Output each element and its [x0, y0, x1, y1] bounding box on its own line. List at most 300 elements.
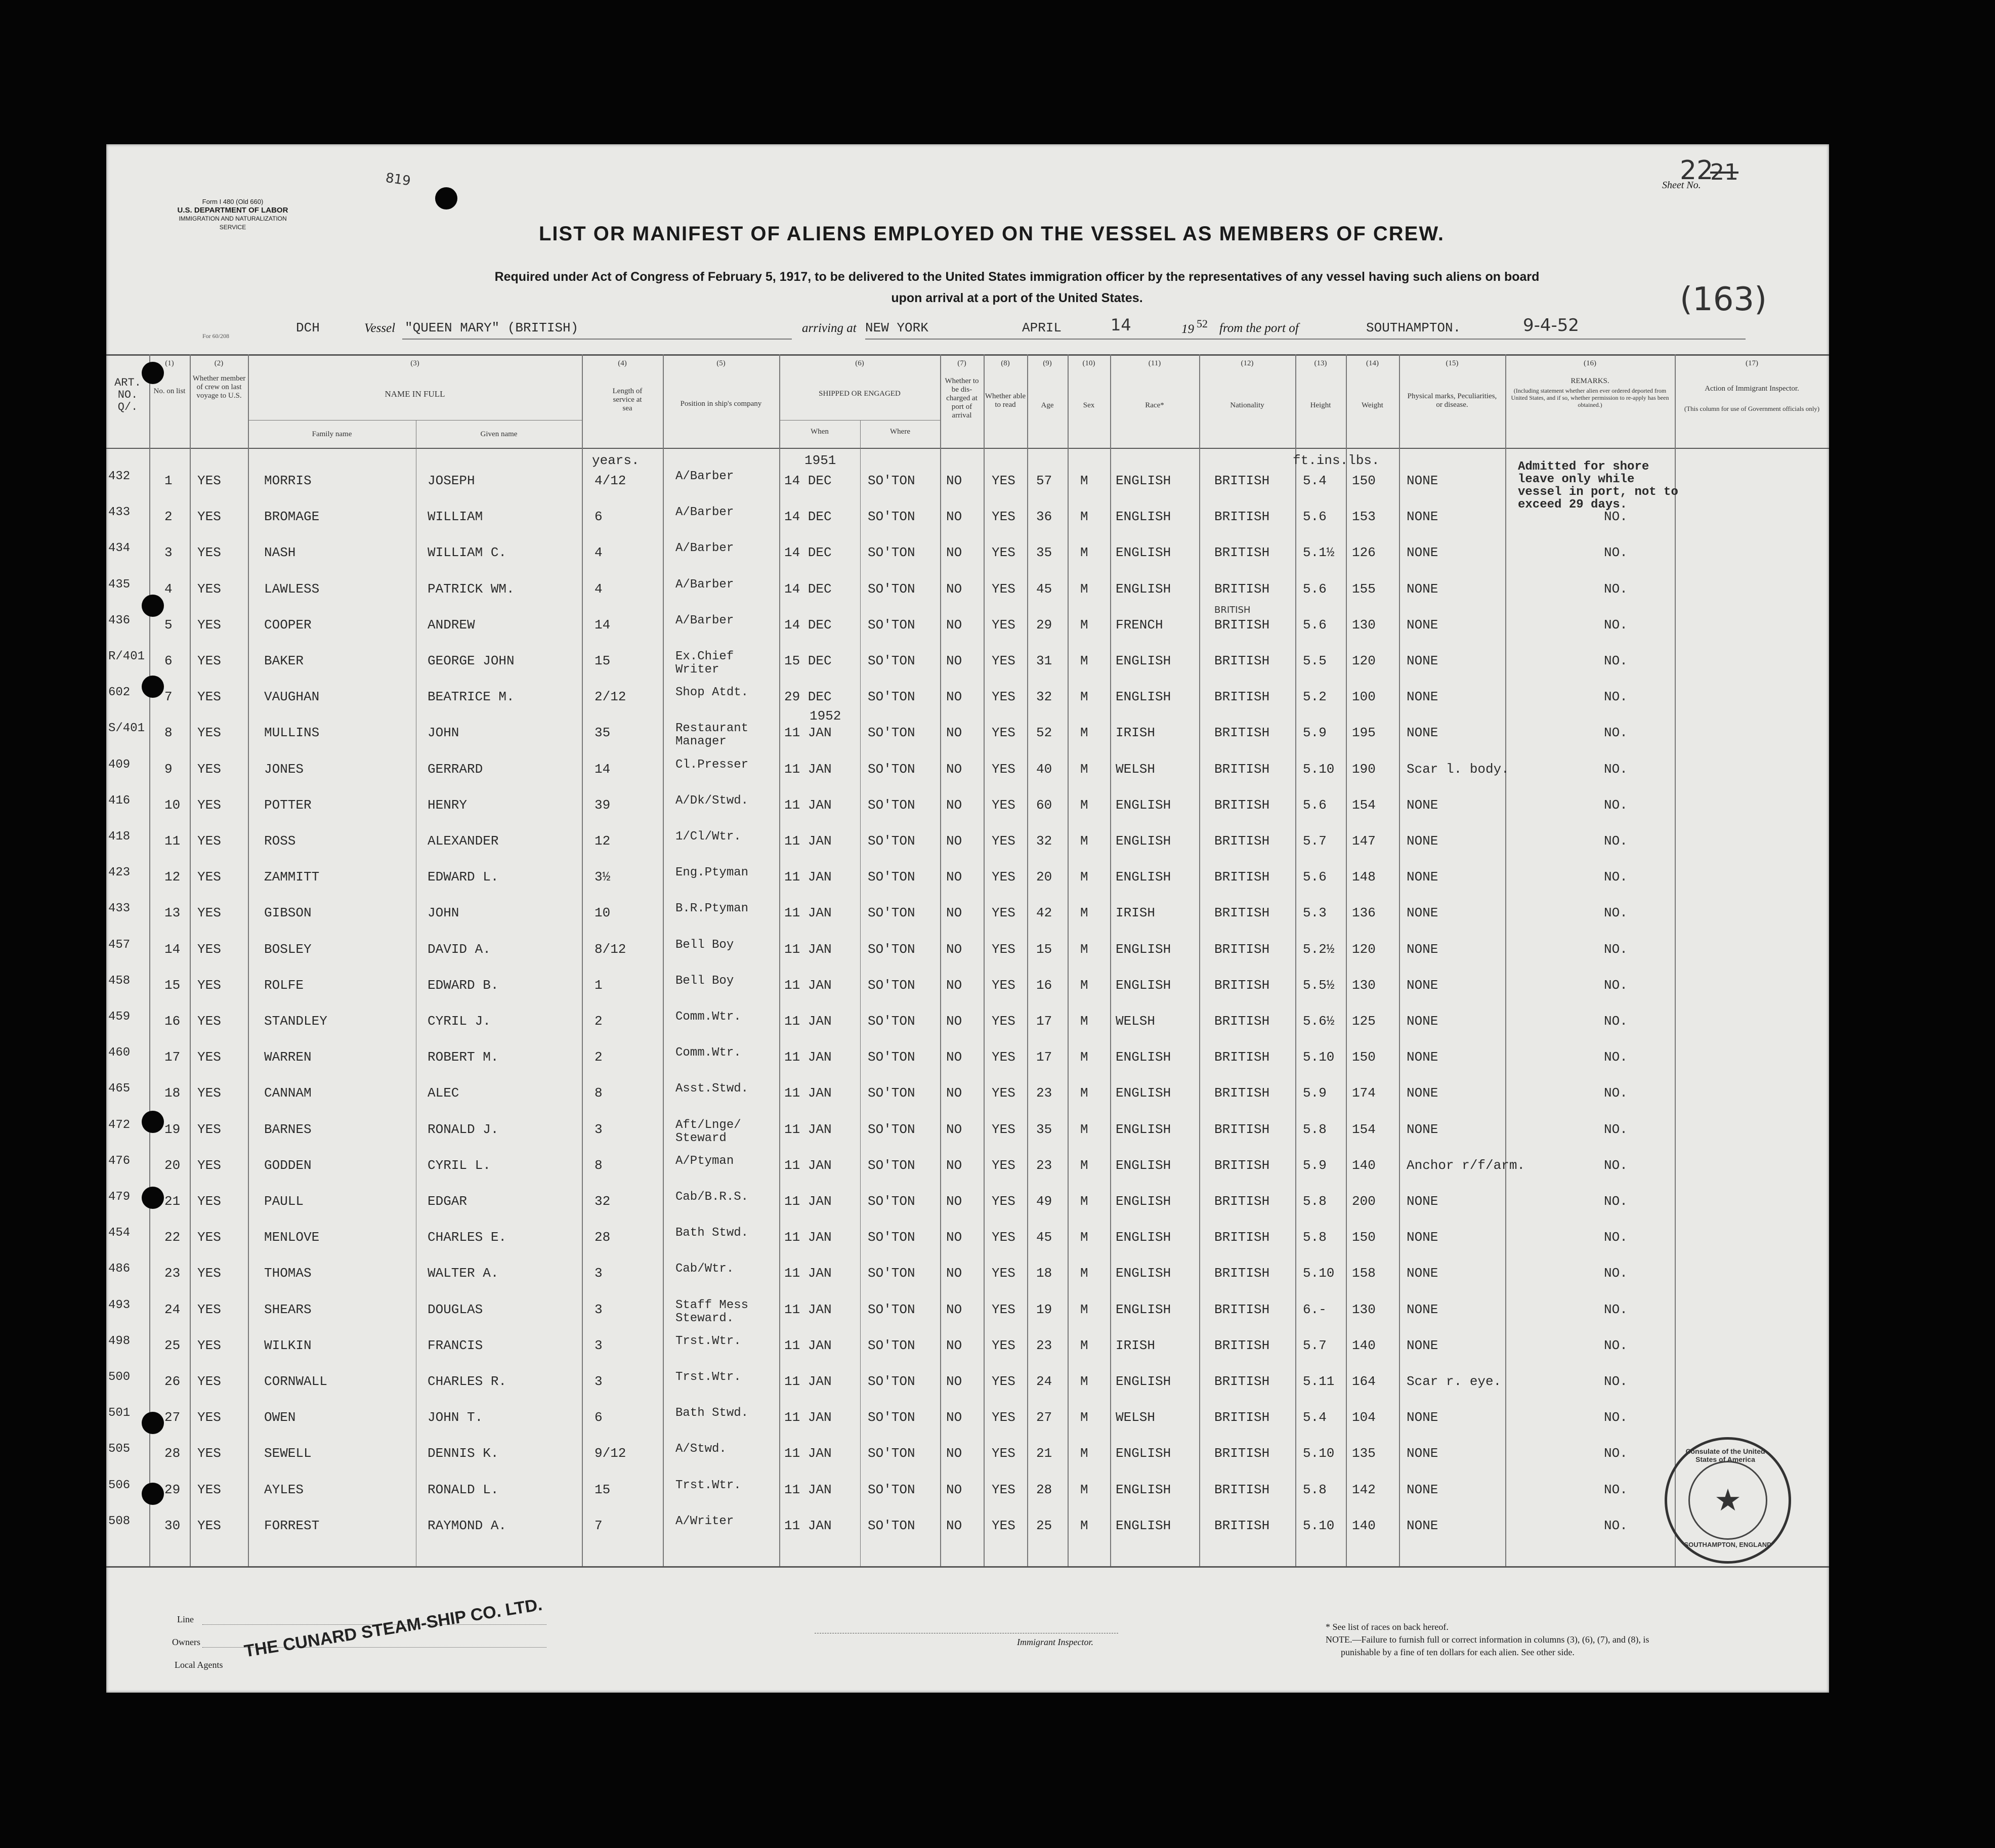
crew-height: 5.7 — [1303, 833, 1327, 849]
crew-sex: M — [1080, 581, 1088, 597]
subtitle-line-2: upon arrival at a port of the United States. — [891, 291, 1143, 305]
crew-row — [106, 902, 1829, 941]
col-3-header: NAME IN FULL — [385, 389, 445, 399]
crew-given: GERRARD — [428, 761, 483, 777]
crew-prev: YES — [197, 977, 221, 993]
crew-art: R/401 — [108, 650, 145, 663]
crew-where: SO'TON — [868, 905, 915, 921]
crew-no: 25 — [164, 1337, 181, 1353]
note-line-2: punishable by a fine of ten dollars for each alien. See other side. — [1341, 1647, 1575, 1657]
punch-hole — [142, 1483, 164, 1505]
crew-row — [106, 506, 1829, 544]
crew-art: 472 — [108, 1118, 131, 1132]
crew-no: 29 — [164, 1482, 181, 1497]
crew-sex: M — [1080, 761, 1088, 777]
crew-family: STANDLEY — [264, 1014, 327, 1029]
crew-disch: NO — [946, 1266, 962, 1281]
crew-prev: YES — [197, 1085, 221, 1101]
crew-row — [106, 1046, 1829, 1085]
crew-age: 17 — [1036, 1049, 1052, 1065]
crew-disch: NO — [946, 1482, 962, 1497]
crew-family: BROMAGE — [264, 509, 320, 525]
crew-sex: M — [1080, 833, 1088, 849]
crew-sex: M — [1080, 1374, 1088, 1389]
crew-race: ENGLISH — [1116, 473, 1171, 488]
crew-service: 4/12 — [595, 473, 626, 488]
crew-marks: NONE — [1407, 833, 1438, 849]
crew-read: YES — [992, 617, 1015, 633]
crew-height: 5.10 — [1303, 1049, 1335, 1065]
crew-row — [106, 686, 1829, 725]
crew-remarks: NO. — [1604, 869, 1628, 885]
crew-sex: M — [1080, 1410, 1088, 1425]
crew-service: 3 — [595, 1374, 603, 1389]
crew-read: YES — [992, 1337, 1015, 1353]
crew-given: DOUGLAS — [428, 1301, 483, 1317]
crew-art: 501 — [108, 1406, 131, 1420]
col-4-number: (4) — [618, 359, 627, 367]
crew-given: GEORGE JOHN — [428, 653, 515, 668]
shore-leave-stamp: Admitted for shore leave only while vessel in port, not to exceed 29 days. — [1518, 460, 1678, 512]
from-port: SOUTHAMPTON. — [1366, 320, 1461, 335]
crew-prev: YES — [197, 1301, 221, 1317]
form-header — [172, 197, 293, 232]
crew-height: 5.1½ — [1303, 545, 1335, 561]
crew-where: SO'TON — [868, 1230, 915, 1245]
crew-remarks: NO. — [1604, 1518, 1628, 1533]
crew-height: 5.9 — [1303, 1085, 1327, 1101]
vessel-line — [106, 316, 1829, 347]
crew-height: 5.10 — [1303, 1446, 1335, 1461]
crew-weight: 200 — [1352, 1194, 1376, 1209]
crew-weight: 150 — [1352, 1049, 1376, 1065]
crew-art: 436 — [108, 613, 131, 627]
crew-when: 11 JAN — [784, 797, 832, 813]
col-8-number: (8) — [1001, 359, 1010, 367]
crew-weight: 148 — [1352, 869, 1376, 885]
crew-sex: M — [1080, 905, 1088, 921]
crew-given: RONALD J. — [428, 1121, 499, 1137]
crew-given: WILLIAM — [428, 509, 483, 525]
crew-position: Bath Stwd. — [675, 1226, 749, 1240]
crew-race: IRISH — [1116, 725, 1156, 741]
crew-when: 11 JAN — [784, 833, 832, 849]
crew-remarks: NO. — [1604, 905, 1628, 921]
crew-height: 5.7 — [1303, 1337, 1327, 1353]
crew-no: 16 — [164, 1014, 181, 1029]
crew-service: 6 — [595, 1410, 603, 1425]
crew-family: ROSS — [264, 833, 296, 849]
art-no-header: ART. NO. Q/. — [114, 376, 141, 413]
crew-marks: NONE — [1407, 1194, 1438, 1209]
crew-nat: BRITISH — [1214, 1518, 1270, 1533]
crew-position: Cab/B.R.S. — [675, 1190, 749, 1204]
crew-given: CYRIL J. — [428, 1014, 491, 1029]
crew-no: 19 — [164, 1121, 181, 1137]
crew-read: YES — [992, 869, 1015, 885]
crew-no: 4 — [164, 581, 173, 597]
crew-row — [106, 1118, 1829, 1157]
crew-remarks: NO. — [1604, 581, 1628, 597]
crew-no: 21 — [164, 1194, 181, 1209]
crew-age: 20 — [1036, 869, 1052, 885]
crew-where: SO'TON — [868, 1266, 915, 1281]
year-1952: 1952 — [810, 708, 841, 724]
crew-marks: NONE — [1407, 1121, 1438, 1137]
crew-prev: YES — [197, 1049, 221, 1065]
arrival-day: 14 — [1111, 315, 1131, 334]
crew-height: 5.2½ — [1303, 941, 1335, 957]
crew-no: 5 — [164, 617, 173, 633]
crew-given: ANDREW — [428, 617, 475, 633]
crew-age: 45 — [1036, 581, 1052, 597]
col-6b-header: Where — [890, 428, 910, 436]
crew-race: ENGLISH — [1116, 833, 1171, 849]
crew-service: 3 — [595, 1337, 603, 1353]
crew-race: ENGLISH — [1116, 1085, 1171, 1101]
crew-read: YES — [992, 653, 1015, 668]
col-13-number: (13) — [1314, 359, 1327, 367]
crew-prev: YES — [197, 545, 221, 561]
crew-row — [106, 830, 1829, 869]
crew-art: 459 — [108, 1010, 131, 1024]
crew-art: 493 — [108, 1298, 131, 1312]
crew-read: YES — [992, 1157, 1015, 1173]
crew-weight: 147 — [1352, 833, 1376, 849]
crew-given: CHARLES E. — [428, 1230, 507, 1245]
col-13-header: Height — [1310, 401, 1331, 409]
crew-read: YES — [992, 1446, 1015, 1461]
crew-height: 5.8 — [1303, 1121, 1327, 1137]
crew-height: 5.8 — [1303, 1194, 1327, 1209]
punch-hole — [142, 362, 164, 384]
crew-prev: YES — [197, 473, 221, 488]
crew-service: 15 — [595, 653, 611, 668]
crew-sex: M — [1080, 1194, 1088, 1209]
crew-height: 5.11 — [1303, 1374, 1335, 1389]
crew-art: 434 — [108, 541, 131, 556]
crew-art: 418 — [108, 830, 131, 844]
crew-sex: M — [1080, 977, 1088, 993]
crew-position: Cab/Wtr. — [675, 1262, 734, 1276]
crew-when: 14 DEC — [784, 545, 832, 561]
crew-remarks: NO. — [1604, 1085, 1628, 1101]
crew-service: 4 — [595, 545, 603, 561]
crew-family: SHEARS — [264, 1301, 312, 1317]
crew-prev: YES — [197, 1374, 221, 1389]
crew-service: 35 — [595, 725, 611, 741]
crew-sex: M — [1080, 689, 1088, 705]
crew-position: A/Barber — [675, 613, 734, 627]
crew-service: 14 — [595, 617, 611, 633]
crew-read: YES — [992, 833, 1015, 849]
crew-given: CYRIL L. — [428, 1157, 491, 1173]
crew-height: 5.8 — [1303, 1482, 1327, 1497]
col-6-number: (6) — [855, 359, 864, 367]
crew-disch: NO — [946, 797, 962, 813]
crew-disch: NO — [946, 1014, 962, 1029]
crew-age: 23 — [1036, 1085, 1052, 1101]
crew-family: ZAMMITT — [264, 869, 320, 885]
crew-where: SO'TON — [868, 1518, 915, 1533]
col-12-header: Nationality — [1230, 401, 1264, 409]
crew-disch: NO — [946, 1518, 962, 1533]
crew-where: SO'TON — [868, 761, 915, 777]
crew-weight: 140 — [1352, 1518, 1376, 1533]
crew-remarks: NO. — [1604, 653, 1628, 668]
crew-age: 52 — [1036, 725, 1052, 741]
crew-read: YES — [992, 1374, 1015, 1389]
crew-age: 35 — [1036, 545, 1052, 561]
crew-nat: BRITISH — [1214, 1014, 1270, 1029]
crew-age: 57 — [1036, 473, 1052, 488]
crew-where: SO'TON — [868, 833, 915, 849]
crew-marks: Scar r. eye. — [1407, 1374, 1502, 1389]
crew-service: 28 — [595, 1230, 611, 1245]
col-3-number: (3) — [410, 359, 419, 367]
crew-nat: BRITISH — [1214, 1301, 1270, 1317]
crew-sex: M — [1080, 473, 1088, 488]
crew-nat: BRITISH — [1214, 509, 1270, 525]
crew-prev: YES — [197, 1518, 221, 1533]
crew-disch: NO — [946, 1194, 962, 1209]
crew-row — [106, 1442, 1829, 1481]
crew-given: BEATRICE M. — [428, 689, 515, 705]
crew-read: YES — [992, 1410, 1015, 1425]
crew-where: SO'TON — [868, 1301, 915, 1317]
crew-family: COOPER — [264, 617, 312, 633]
crew-family: CORNWALL — [264, 1374, 327, 1389]
year-1951: 1951 — [804, 453, 836, 468]
dch-code: DCH — [296, 320, 320, 335]
crew-age: 27 — [1036, 1410, 1052, 1425]
crew-nat: BRITISH — [1214, 617, 1270, 633]
crew-row — [106, 974, 1829, 1013]
crew-family: BAKER — [264, 653, 304, 668]
punch-hole — [142, 1412, 164, 1434]
crew-no: 11 — [164, 833, 181, 849]
crew-disch: NO — [946, 653, 962, 668]
crew-marks: NONE — [1407, 1085, 1438, 1101]
crew-read: YES — [992, 1194, 1015, 1209]
sheet-number-struck: 21 — [1710, 159, 1738, 185]
crew-age: 32 — [1036, 689, 1052, 705]
crew-given: ROBERT M. — [428, 1049, 499, 1065]
crew-given: JOHN T. — [428, 1410, 483, 1425]
crew-where: SO'TON — [868, 1446, 915, 1461]
crew-prev: YES — [197, 653, 221, 668]
crew-row — [106, 1298, 1829, 1337]
crew-position: Bell Boy — [675, 974, 734, 988]
crew-read: YES — [992, 1482, 1015, 1497]
crew-marks: NONE — [1407, 545, 1438, 561]
crew-nat: BRITISH — [1214, 545, 1270, 561]
crew-no: 3 — [164, 545, 173, 561]
crew-disch: NO — [946, 869, 962, 885]
crew-nat: BRITISH — [1214, 689, 1270, 705]
crew-remarks: NO. — [1604, 545, 1628, 561]
col-2-number: (2) — [214, 359, 224, 367]
crew-where: SO'TON — [868, 725, 915, 741]
crew-prev: YES — [197, 509, 221, 525]
crew-position: Ex.Chief Writer — [675, 650, 734, 677]
service-name: IMMIGRATION AND NATURALIZATION SERVICE — [179, 215, 287, 231]
crew-age: 21 — [1036, 1446, 1052, 1461]
crew-no: 14 — [164, 941, 181, 957]
crew-remarks: NO. — [1604, 1337, 1628, 1353]
crew-given: JOSEPH — [428, 473, 475, 488]
crew-disch: NO — [946, 1301, 962, 1317]
crew-prev: YES — [197, 1446, 221, 1461]
crew-age: 23 — [1036, 1337, 1052, 1353]
crew-position: B.R.Ptyman — [675, 902, 749, 916]
crew-given: JOHN — [428, 905, 459, 921]
crew-service: 7 — [595, 1518, 603, 1533]
crew-sex: M — [1080, 1266, 1088, 1281]
col-7-number: (7) — [957, 359, 966, 367]
crew-nat: BRITISH — [1214, 1194, 1270, 1209]
crew-family: NASH — [264, 545, 296, 561]
crew-height: 5.5½ — [1303, 977, 1335, 993]
crew-no: 8 — [164, 725, 173, 741]
crew-disch: NO — [946, 1230, 962, 1245]
crew-given: ALEXANDER — [428, 833, 499, 849]
crew-where: SO'TON — [868, 1014, 915, 1029]
crew-no: 23 — [164, 1266, 181, 1281]
crew-sex: M — [1080, 797, 1088, 813]
crew-family: BARNES — [264, 1121, 312, 1137]
crew-where: SO'TON — [868, 1337, 915, 1353]
crew-prev: YES — [197, 617, 221, 633]
crew-age: 17 — [1036, 1014, 1052, 1029]
crew-weight: 150 — [1352, 1230, 1376, 1245]
crew-art: 479 — [108, 1190, 131, 1204]
crew-marks: NONE — [1407, 1518, 1438, 1533]
crew-age: 28 — [1036, 1482, 1052, 1497]
crew-race: ENGLISH — [1116, 1301, 1171, 1317]
crew-position: Staff Mess Steward. — [675, 1298, 749, 1325]
crew-read: YES — [992, 545, 1015, 561]
crew-weight: 142 — [1352, 1482, 1376, 1497]
crew-row — [106, 470, 1829, 509]
crew-service: 3 — [595, 1301, 603, 1317]
crew-sex: M — [1080, 1157, 1088, 1173]
crew-remarks: NO. — [1604, 1482, 1628, 1497]
crew-position: Cl.Presser — [675, 758, 749, 772]
crew-disch: NO — [946, 581, 962, 597]
crew-read: YES — [992, 1085, 1015, 1101]
col-6-header: SHIPPED OR ENGAGED — [819, 390, 901, 398]
crew-position: A/Barber — [675, 577, 734, 592]
line-label: Line — [177, 1614, 194, 1624]
crew-where: SO'TON — [868, 1049, 915, 1065]
crew-family: LAWLESS — [264, 581, 320, 597]
crew-nat: BRITISH — [1214, 1337, 1270, 1353]
crew-remarks: NO. — [1604, 1014, 1628, 1029]
crew-age: 42 — [1036, 905, 1052, 921]
crew-nat: BRITISH — [1214, 653, 1270, 668]
crew-weight: 104 — [1352, 1410, 1376, 1425]
punch-hole — [142, 676, 164, 698]
crew-disch: NO — [946, 473, 962, 488]
races-note: * See list of races on back hereof. — [1326, 1622, 1449, 1632]
crew-race: IRISH — [1116, 905, 1156, 921]
crew-race: ENGLISH — [1116, 509, 1171, 525]
crew-age: 29 — [1036, 617, 1052, 633]
crew-remarks: NO. — [1604, 1266, 1628, 1281]
crew-position: Bath Stwd. — [675, 1406, 749, 1420]
crew-position: Aft/Lnge/ Steward — [675, 1118, 741, 1145]
crew-prev: YES — [197, 1482, 221, 1497]
crew-nat: BRITISH — [1214, 1374, 1270, 1389]
crew-row — [106, 1334, 1829, 1373]
crew-age: 31 — [1036, 653, 1052, 668]
crew-family: CANNAM — [264, 1085, 312, 1101]
crew-service: 32 — [595, 1194, 611, 1209]
crew-read: YES — [992, 797, 1015, 813]
crew-read: YES — [992, 761, 1015, 777]
crew-no: 24 — [164, 1301, 181, 1317]
crew-nat: BRITISH — [1214, 1266, 1270, 1281]
crew-where: SO'TON — [868, 869, 915, 885]
crew-row — [106, 1514, 1829, 1553]
crew-art: 454 — [108, 1226, 131, 1240]
crew-where: SO'TON — [868, 797, 915, 813]
crew-disch: NO — [946, 1446, 962, 1461]
crew-weight: 164 — [1352, 1374, 1376, 1389]
crew-given: RAYMOND A. — [428, 1518, 507, 1533]
col-5-header: Position in ship's company — [680, 400, 762, 408]
col-3a-header: Family name — [312, 430, 352, 438]
crew-prev: YES — [197, 1266, 221, 1281]
crew-disch: NO — [946, 833, 962, 849]
crew-disch: NO — [946, 509, 962, 525]
crew-race: ENGLISH — [1116, 1482, 1171, 1497]
punch-hole — [142, 1187, 164, 1209]
crew-nat: BRITISH — [1214, 941, 1270, 957]
crew-remarks: NO. — [1604, 797, 1628, 813]
crew-race: FRENCH — [1116, 617, 1163, 633]
crew-given: DENNIS K. — [428, 1446, 499, 1461]
col-9-header: Age — [1041, 401, 1054, 409]
crew-disch: NO — [946, 1374, 962, 1389]
crew-marks: NONE — [1407, 1410, 1438, 1425]
col-1-header: No. on list — [153, 387, 186, 395]
year-prefix: 19 — [1181, 322, 1194, 336]
crew-where: SO'TON — [868, 653, 915, 668]
punch-hole — [142, 1111, 164, 1133]
form-number: Form I 480 (Old 660) — [202, 198, 264, 205]
crew-service: 4 — [595, 581, 603, 597]
crew-family: MORRIS — [264, 473, 312, 488]
crew-family: GIBSON — [264, 905, 312, 921]
crew-remarks: NO. — [1604, 725, 1628, 741]
crew-remarks: NO. — [1604, 941, 1628, 957]
crew-family: THOMAS — [264, 1266, 312, 1281]
crew-art: 506 — [108, 1478, 131, 1492]
crew-race: ENGLISH — [1116, 1157, 1171, 1173]
crew-nat: BRITISH — [1214, 1085, 1270, 1101]
crew-family: AYLES — [264, 1482, 304, 1497]
crew-row — [106, 1010, 1829, 1049]
crew-no: 12 — [164, 869, 181, 885]
inspector-label: Immigrant Inspector. — [1017, 1637, 1093, 1647]
crew-family: FORREST — [264, 1518, 320, 1533]
crew-nat: BRITISH — [1214, 1482, 1270, 1497]
crew-weight: 120 — [1352, 941, 1376, 957]
crew-row — [106, 650, 1829, 689]
crew-position: A/Ptyman — [675, 1154, 734, 1168]
